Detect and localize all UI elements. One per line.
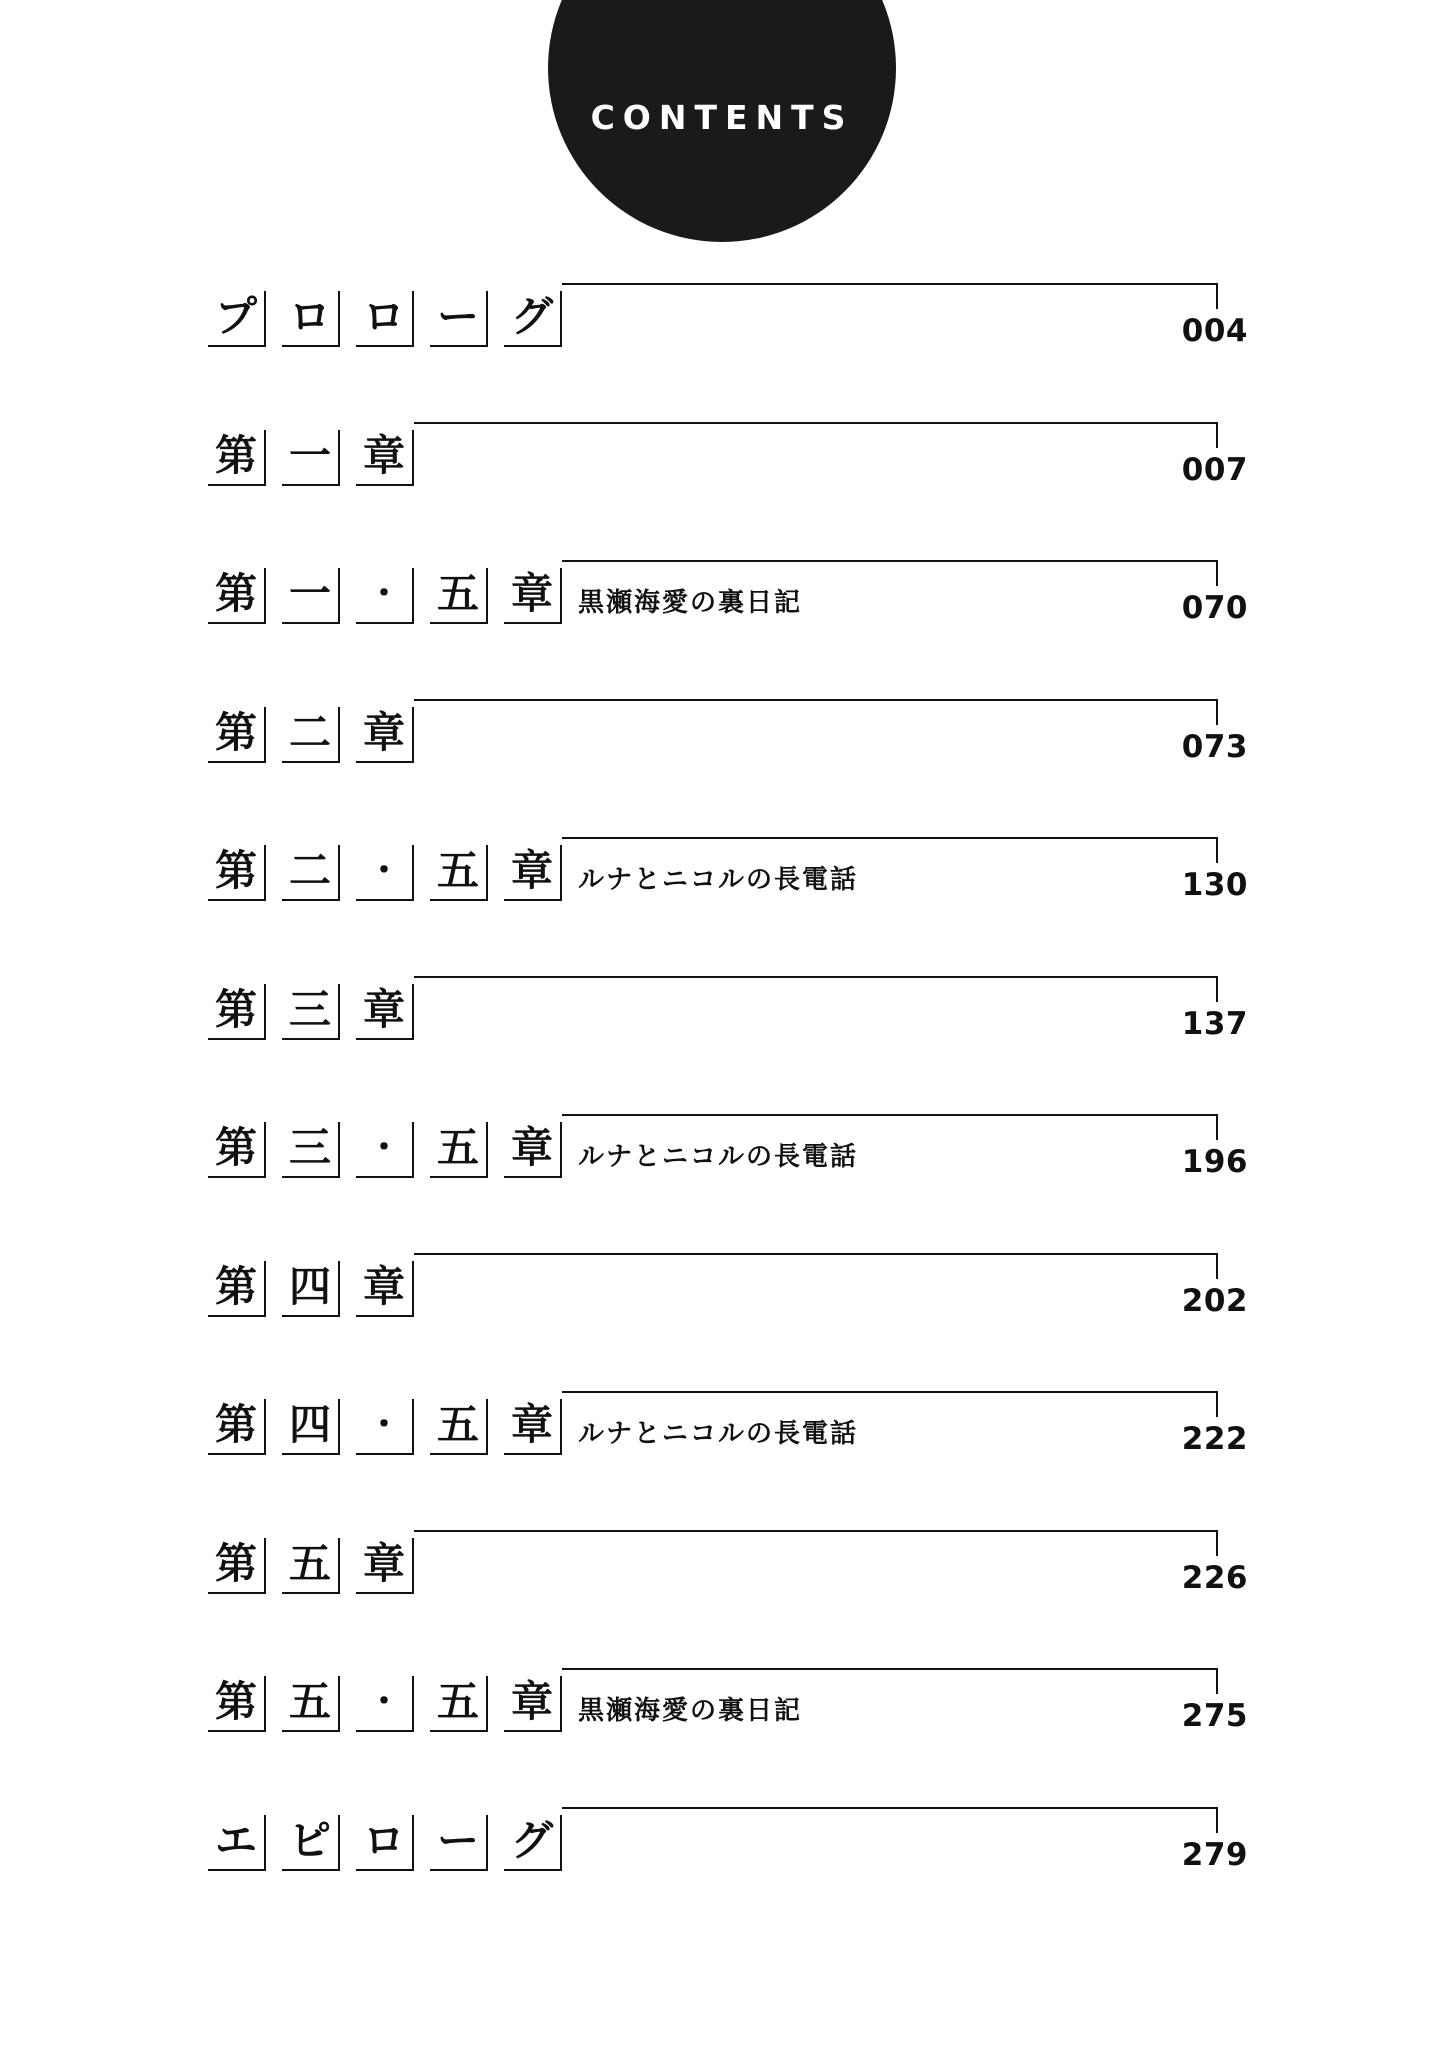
toc-subtitle: ルナとニコルの長電話 xyxy=(578,1142,859,1172)
toc-subtitle: 黒瀬海愛の裏日記 xyxy=(578,1696,803,1726)
toc-title-char: ロ xyxy=(356,1815,414,1871)
toc-title-char: 第 xyxy=(208,707,266,763)
toc-title-char: 第 xyxy=(208,430,266,486)
toc-title-char: 章 xyxy=(504,845,562,901)
toc-page-number: 202 xyxy=(1181,1282,1248,1319)
toc-leader-line xyxy=(414,976,1218,1002)
toc-title-char: ロ xyxy=(356,291,414,347)
toc-title-char: 第 xyxy=(208,1261,266,1317)
toc-title-char: 章 xyxy=(356,707,414,763)
toc-title-char: 四 xyxy=(282,1261,340,1317)
toc-entry[interactable] xyxy=(208,1253,1248,1333)
toc-leader-line xyxy=(562,283,1218,309)
toc-title-char: 第 xyxy=(208,1122,266,1178)
toc-leader-line xyxy=(414,1530,1218,1556)
toc-title-char: グ xyxy=(504,1815,562,1871)
toc-title-char: グ xyxy=(504,291,562,347)
toc-title-char: 四 xyxy=(282,1399,340,1455)
toc-title-char: 五 xyxy=(282,1676,340,1732)
toc-title-char: 第 xyxy=(208,984,266,1040)
toc-title-char: 第 xyxy=(208,845,266,901)
toc-title-char: 一 xyxy=(282,568,340,624)
toc-title-char: 第 xyxy=(208,568,266,624)
toc-title-char: 三 xyxy=(282,1122,340,1178)
toc-title-char: 章 xyxy=(504,1122,562,1178)
toc-subtitle: 黒瀬海愛の裏日記 xyxy=(578,588,803,618)
toc-entry[interactable] xyxy=(208,1530,1248,1610)
toc-title-char: 第 xyxy=(208,1676,266,1732)
toc-title-char: ー xyxy=(430,1815,488,1871)
toc-entry[interactable] xyxy=(208,1668,1248,1748)
toc-title-char: 五 xyxy=(430,1676,488,1732)
toc-title-char: 第 xyxy=(208,1538,266,1594)
toc-entry[interactable] xyxy=(208,1391,1248,1471)
toc-title-char: ピ xyxy=(282,1815,340,1871)
toc-page-number: 070 xyxy=(1181,590,1248,626)
toc-title-char: 三 xyxy=(282,984,340,1040)
toc-leader-line xyxy=(562,1807,1218,1833)
toc-title-char: 章 xyxy=(504,568,562,624)
toc-entry[interactable] xyxy=(208,837,1248,917)
toc-page-number: 279 xyxy=(1181,1836,1248,1873)
toc-leader-line xyxy=(414,422,1218,448)
toc-title-char: 二 xyxy=(282,845,340,901)
toc-page-number: 004 xyxy=(1181,313,1248,349)
toc-title-char: 五 xyxy=(430,845,488,901)
toc-title-char: ・ xyxy=(356,1399,414,1455)
toc-entry[interactable] xyxy=(208,422,1248,502)
toc-subtitle: ルナとニコルの長電話 xyxy=(578,865,859,895)
toc-entry[interactable] xyxy=(208,699,1248,779)
toc-title-char: 章 xyxy=(504,1399,562,1455)
toc-page-number: 222 xyxy=(1181,1421,1248,1457)
toc-entry[interactable] xyxy=(208,1807,1248,1887)
toc-title-char: 一 xyxy=(282,430,340,486)
toc-title-char: 五 xyxy=(430,568,488,624)
toc-title-char: 章 xyxy=(356,430,414,486)
toc-title-char: 章 xyxy=(356,1538,414,1594)
toc-subtitle: ルナとニコルの長電話 xyxy=(578,1419,859,1449)
page-title: CONTENTS xyxy=(590,98,854,137)
toc-title-char: 五 xyxy=(430,1399,488,1455)
toc-title-char: ・ xyxy=(356,1676,414,1732)
toc-title-char: プ xyxy=(208,291,266,347)
toc-title-char: 五 xyxy=(430,1122,488,1178)
toc-page-number: 275 xyxy=(1181,1698,1248,1734)
toc-entry[interactable] xyxy=(208,560,1248,640)
toc-page-number: 007 xyxy=(1181,451,1248,488)
toc-title-char: 五 xyxy=(282,1538,340,1594)
toc-title-char: ・ xyxy=(356,568,414,624)
toc-title-char: エ xyxy=(208,1815,266,1871)
toc-entry[interactable] xyxy=(208,283,1248,363)
toc-title-char: ・ xyxy=(356,845,414,901)
toc-entry[interactable] xyxy=(208,976,1248,1056)
toc-title-char: 二 xyxy=(282,707,340,763)
toc-leader-line xyxy=(414,1253,1218,1279)
toc-page-number: 137 xyxy=(1181,1005,1248,1042)
toc-entry[interactable] xyxy=(208,1114,1248,1194)
toc-title-char: 第 xyxy=(208,1399,266,1455)
toc-title-char: 章 xyxy=(504,1676,562,1732)
toc-title-char: ・ xyxy=(356,1122,414,1178)
toc-title-char: ー xyxy=(430,291,488,347)
toc-title-char: ロ xyxy=(282,291,340,347)
toc-page-number: 130 xyxy=(1181,867,1248,903)
toc-page-number: 196 xyxy=(1181,1144,1248,1180)
toc-page-number: 073 xyxy=(1181,728,1248,765)
toc-title-char: 章 xyxy=(356,984,414,1040)
toc-leader-line xyxy=(414,699,1218,725)
toc-page-number: 226 xyxy=(1181,1559,1248,1596)
toc-title-char: 章 xyxy=(356,1261,414,1317)
